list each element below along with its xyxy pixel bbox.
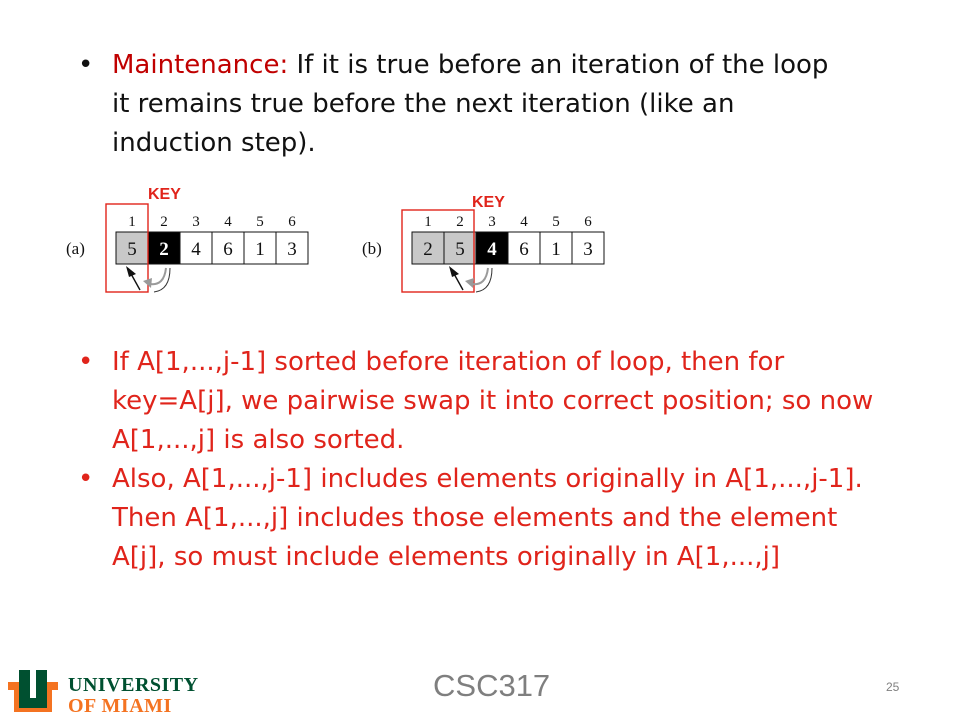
university-wordmark-line-2: OF MIAMI <box>68 695 172 717</box>
cell-row-b <box>412 232 604 264</box>
sorted-line-3: A[1,...,j] is also sorted. <box>112 425 405 455</box>
maintenance-line-3: induction step). <box>112 128 316 158</box>
key-label-b: KEY <box>472 194 505 211</box>
array-cell-value: 5 <box>455 239 465 260</box>
sorted-line-2: key=A[j], we pairwise swap it into correct position; so now <box>112 386 874 416</box>
slide-number: 25 <box>886 680 900 694</box>
array-cell-value: 5 <box>127 239 137 260</box>
maintenance-bullet <box>78 46 828 163</box>
includes-line-1: Also, A[1,...,j-1] includes elements originally in A[1,...,j-1]. <box>112 464 863 494</box>
array-index-label: 6 <box>584 214 592 230</box>
index-row-a <box>128 214 296 230</box>
maintenance-line-2: it remains true before the next iteration (like an <box>112 89 735 119</box>
bullet-marker: • <box>78 347 94 377</box>
array-cell-value: 2 <box>423 239 433 260</box>
array-index-label: 5 <box>256 214 264 230</box>
index-row-b <box>424 214 592 230</box>
array-cell-value: 4 <box>487 239 497 260</box>
array-index-label: 2 <box>456 214 464 230</box>
array-cell-value: 2 <box>159 239 169 260</box>
figure-b <box>360 186 620 296</box>
array-index-label: 1 <box>424 214 432 230</box>
array-index-label: 6 <box>288 214 296 230</box>
arrow-a-black-head <box>126 266 136 277</box>
array-index-label: 3 <box>488 214 496 230</box>
university-wordmark-line-1: UNIVERSITY <box>68 674 199 696</box>
arrow-b-black-head <box>449 266 459 277</box>
sorted-line-1: If A[1,...,j-1] sorted before iteration of loop, then for <box>112 347 785 377</box>
maintenance-text-1: If it is true before an iteration of the loop <box>296 50 829 80</box>
array-index-label: 5 <box>552 214 560 230</box>
arrow-b-gray-head <box>465 278 474 288</box>
cell-row-a <box>116 232 308 264</box>
u-mark-icon <box>6 668 62 720</box>
array-cell-value: 1 <box>551 239 561 260</box>
sorted-bullet <box>78 343 873 460</box>
array-index-label: 3 <box>192 214 200 230</box>
array-cell-value: 1 <box>255 239 265 260</box>
array-cell-value: 3 <box>287 239 297 260</box>
array-index-label: 2 <box>160 214 168 230</box>
array-cell-value: 4 <box>191 239 201 260</box>
array-index-label: 1 <box>128 214 136 230</box>
insertion-array-b <box>360 186 620 296</box>
array-cell-value: 6 <box>519 239 529 260</box>
maintenance-label: Maintenance: <box>112 50 289 80</box>
key-label-a: KEY <box>148 186 181 203</box>
university-logo <box>6 668 206 720</box>
insertion-array-a <box>64 186 324 296</box>
bullet-marker: • <box>78 464 94 494</box>
bullet-marker: • <box>78 50 94 80</box>
includes-bullet <box>78 460 863 577</box>
array-index-label: 4 <box>224 214 232 230</box>
includes-line-3: A[j], so must include elements originally in A[1,...,j] <box>112 542 781 572</box>
course-code: CSC317 <box>433 668 551 703</box>
includes-line-2: Then A[1,...,j] includes those elements and the element <box>112 503 838 533</box>
maintenance-line-1 <box>78 46 828 85</box>
figure-label-a: (a) <box>66 239 85 258</box>
figure-a <box>64 186 324 296</box>
figure-label-b: (b) <box>362 239 382 258</box>
arrow-a-gray <box>150 268 166 284</box>
array-cell-value: 6 <box>223 239 233 260</box>
array-index-label: 4 <box>520 214 528 230</box>
array-cell-value: 3 <box>583 239 593 260</box>
